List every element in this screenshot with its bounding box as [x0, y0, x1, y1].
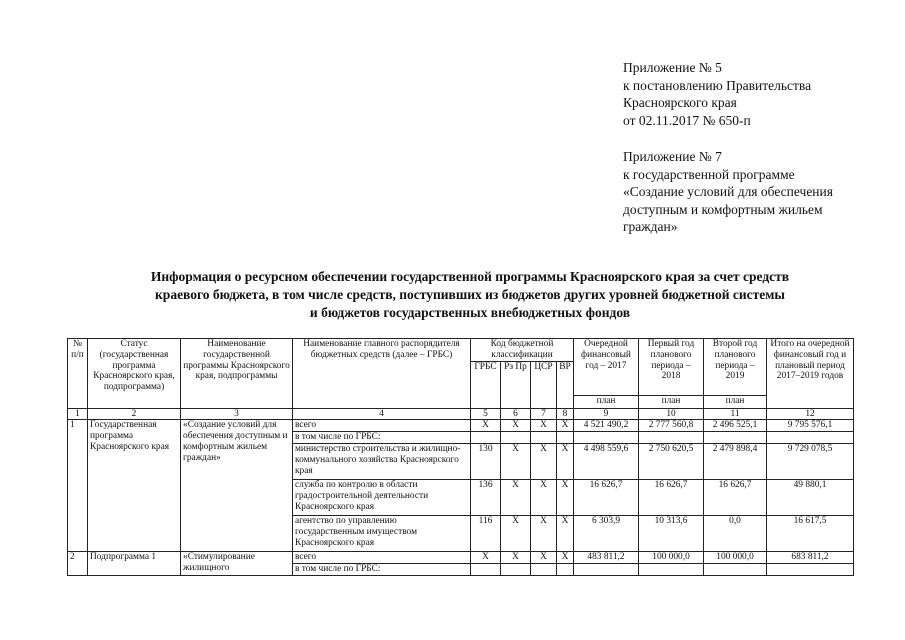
grbs-code-cell: 130	[471, 443, 501, 479]
col-number: 5	[471, 408, 501, 420]
col-number: 12	[767, 408, 854, 420]
header-num: № п/п	[68, 339, 88, 409]
header-2019: Второй год планового периода – 2019	[704, 339, 767, 396]
value-2018: 100 000,0	[639, 551, 704, 563]
header-grbs-name: Наименование главного распорядителя бюджетных средств (далее – ГРБС)	[293, 339, 471, 409]
csr-cell: Х	[531, 551, 557, 563]
col-number: 6	[501, 408, 531, 420]
grbs-code-cell: 116	[471, 515, 501, 551]
appendix-line: граждан»	[623, 219, 678, 234]
value-2017: 483 811,2	[574, 551, 639, 563]
header-rzpr: Рз Пр	[501, 361, 531, 408]
value-2018: 16 626,7	[639, 479, 704, 515]
row-status: Подпрограмма 1	[88, 551, 181, 575]
vr-cell: Х	[557, 551, 574, 563]
title-line: краевого бюджета, в том числе средств, поступивших из бюджетов других уровней бюджетной системы	[155, 287, 785, 302]
grbs-name-cell: всего	[293, 551, 471, 563]
value-2018: 2 777 560,8	[639, 420, 704, 432]
col-number: 9	[574, 408, 639, 420]
appendix-line: к государственной программе	[623, 166, 795, 182]
header-plan: план	[639, 395, 704, 408]
csr-cell: Х	[531, 420, 557, 432]
value-2017: 6 303,9	[574, 515, 639, 551]
grbs-code-cell: Х	[471, 420, 501, 432]
grbs-code-cell: 136	[471, 479, 501, 515]
header-vr: ВР	[557, 361, 574, 408]
vr-cell: Х	[557, 515, 574, 551]
rzpr-cell: Х	[501, 420, 531, 432]
value-2019: 100 000,0	[704, 551, 767, 563]
header-code: Код бюджетной классификации	[471, 339, 574, 362]
appendix-line: Красноярского края	[623, 95, 737, 110]
row-name: «Создание условий для обеспечения доступным и комфортным жильем граждан»	[181, 420, 293, 552]
value-total: 9 795 576,1	[767, 420, 854, 432]
title-line: и бюджетов государственных внебюджетных фондов	[309, 305, 631, 320]
vr-cell: Х	[557, 443, 574, 479]
csr-cell: Х	[531, 479, 557, 515]
header-total: Итого на очередной финансовый год и плановый период 2017–2019 годов	[767, 339, 854, 409]
value-total: 683 811,2	[767, 551, 854, 563]
header-name: Наименование государственной программы Красноярского края, подпрограммы	[181, 339, 293, 409]
csr-cell: Х	[531, 515, 557, 551]
grbs-code-cell: Х	[471, 551, 501, 563]
grbs-name-cell: в том числе по ГРБС:	[293, 563, 471, 575]
col-number: 3	[181, 408, 293, 420]
appendix-line: к постановлению Правительства	[623, 77, 812, 93]
grbs-name-cell: всего	[293, 420, 471, 432]
value-total: 49 880,1	[767, 479, 854, 515]
col-number: 4	[293, 408, 471, 420]
resource-table	[67, 338, 854, 576]
col-number: 7	[531, 408, 557, 420]
value-2017: 4 498 559,6	[574, 443, 639, 479]
rzpr-cell: Х	[501, 515, 531, 551]
grbs-name-cell: служба по контролю в области градостроительной деятельности Красноярского края	[293, 479, 471, 515]
col-number: 11	[704, 408, 767, 420]
appendix-line: Приложение № 5	[623, 60, 722, 75]
value-2019: 2 479 898,4	[704, 443, 767, 479]
appendix-line: «Создание условий для обеспечения	[623, 184, 833, 199]
header-plan: план	[574, 395, 639, 408]
header-status: Статус (государственная программа Красноярского края, подпрограмма)	[88, 339, 181, 409]
value-2019: 0,0	[704, 515, 767, 551]
value-2018: 10 313,6	[639, 515, 704, 551]
row-num: 1	[68, 420, 88, 552]
col-number: 2	[88, 408, 181, 420]
header-2017: Очередной финансовый год – 2017	[574, 339, 639, 396]
rzpr-cell: Х	[501, 479, 531, 515]
document-title	[85, 268, 855, 322]
vr-cell: Х	[557, 420, 574, 432]
grbs-name-cell: агентство по управлению государственным имуществом Красноярского края	[293, 515, 471, 551]
header-plan: план	[704, 395, 767, 408]
col-number: 10	[639, 408, 704, 420]
rzpr-cell: Х	[501, 443, 531, 479]
appendix-line: доступным и комфортным жильем	[623, 201, 823, 217]
rzpr-cell: Х	[501, 551, 531, 563]
value-total: 16 617,5	[767, 515, 854, 551]
appendix-block	[623, 59, 893, 236]
col-number: 8	[557, 408, 574, 420]
header-csr: ЦСР	[531, 361, 557, 408]
value-total: 9 729 078,5	[767, 443, 854, 479]
grbs-name-cell: министерство строительства и жилищно-коммунального хозяйства Красноярского края	[293, 443, 471, 479]
row-status: Государственная программа Красноярского края	[88, 420, 181, 552]
value-2017: 4 521 490,2	[574, 420, 639, 432]
vr-cell: Х	[557, 479, 574, 515]
col-number: 1	[68, 408, 88, 420]
grbs-name-cell: в том числе по ГРБС:	[293, 432, 471, 444]
csr-cell: Х	[531, 443, 557, 479]
row-name: «Стимулирование жилищного	[181, 551, 293, 575]
table-row	[68, 551, 854, 563]
value-2019: 16 626,7	[704, 479, 767, 515]
row-num: 2	[68, 551, 88, 575]
header-grbs: ГРБС	[471, 361, 501, 408]
value-2017: 16 626,7	[574, 479, 639, 515]
appendix-line: от 02.11.2017 № 650-п	[623, 112, 751, 128]
appendix-line: Приложение № 7	[623, 149, 722, 164]
title-line: Информация о ресурсном обеспечении государственной программы Красноярского края за счет средств	[150, 269, 790, 284]
column-numbers-row	[68, 408, 854, 420]
header-2018: Первый год планового периода – 2018	[639, 339, 704, 396]
value-2019: 2 496 525,1	[704, 420, 767, 432]
table-row	[68, 420, 854, 432]
value-2018: 2 750 620,5	[639, 443, 704, 479]
